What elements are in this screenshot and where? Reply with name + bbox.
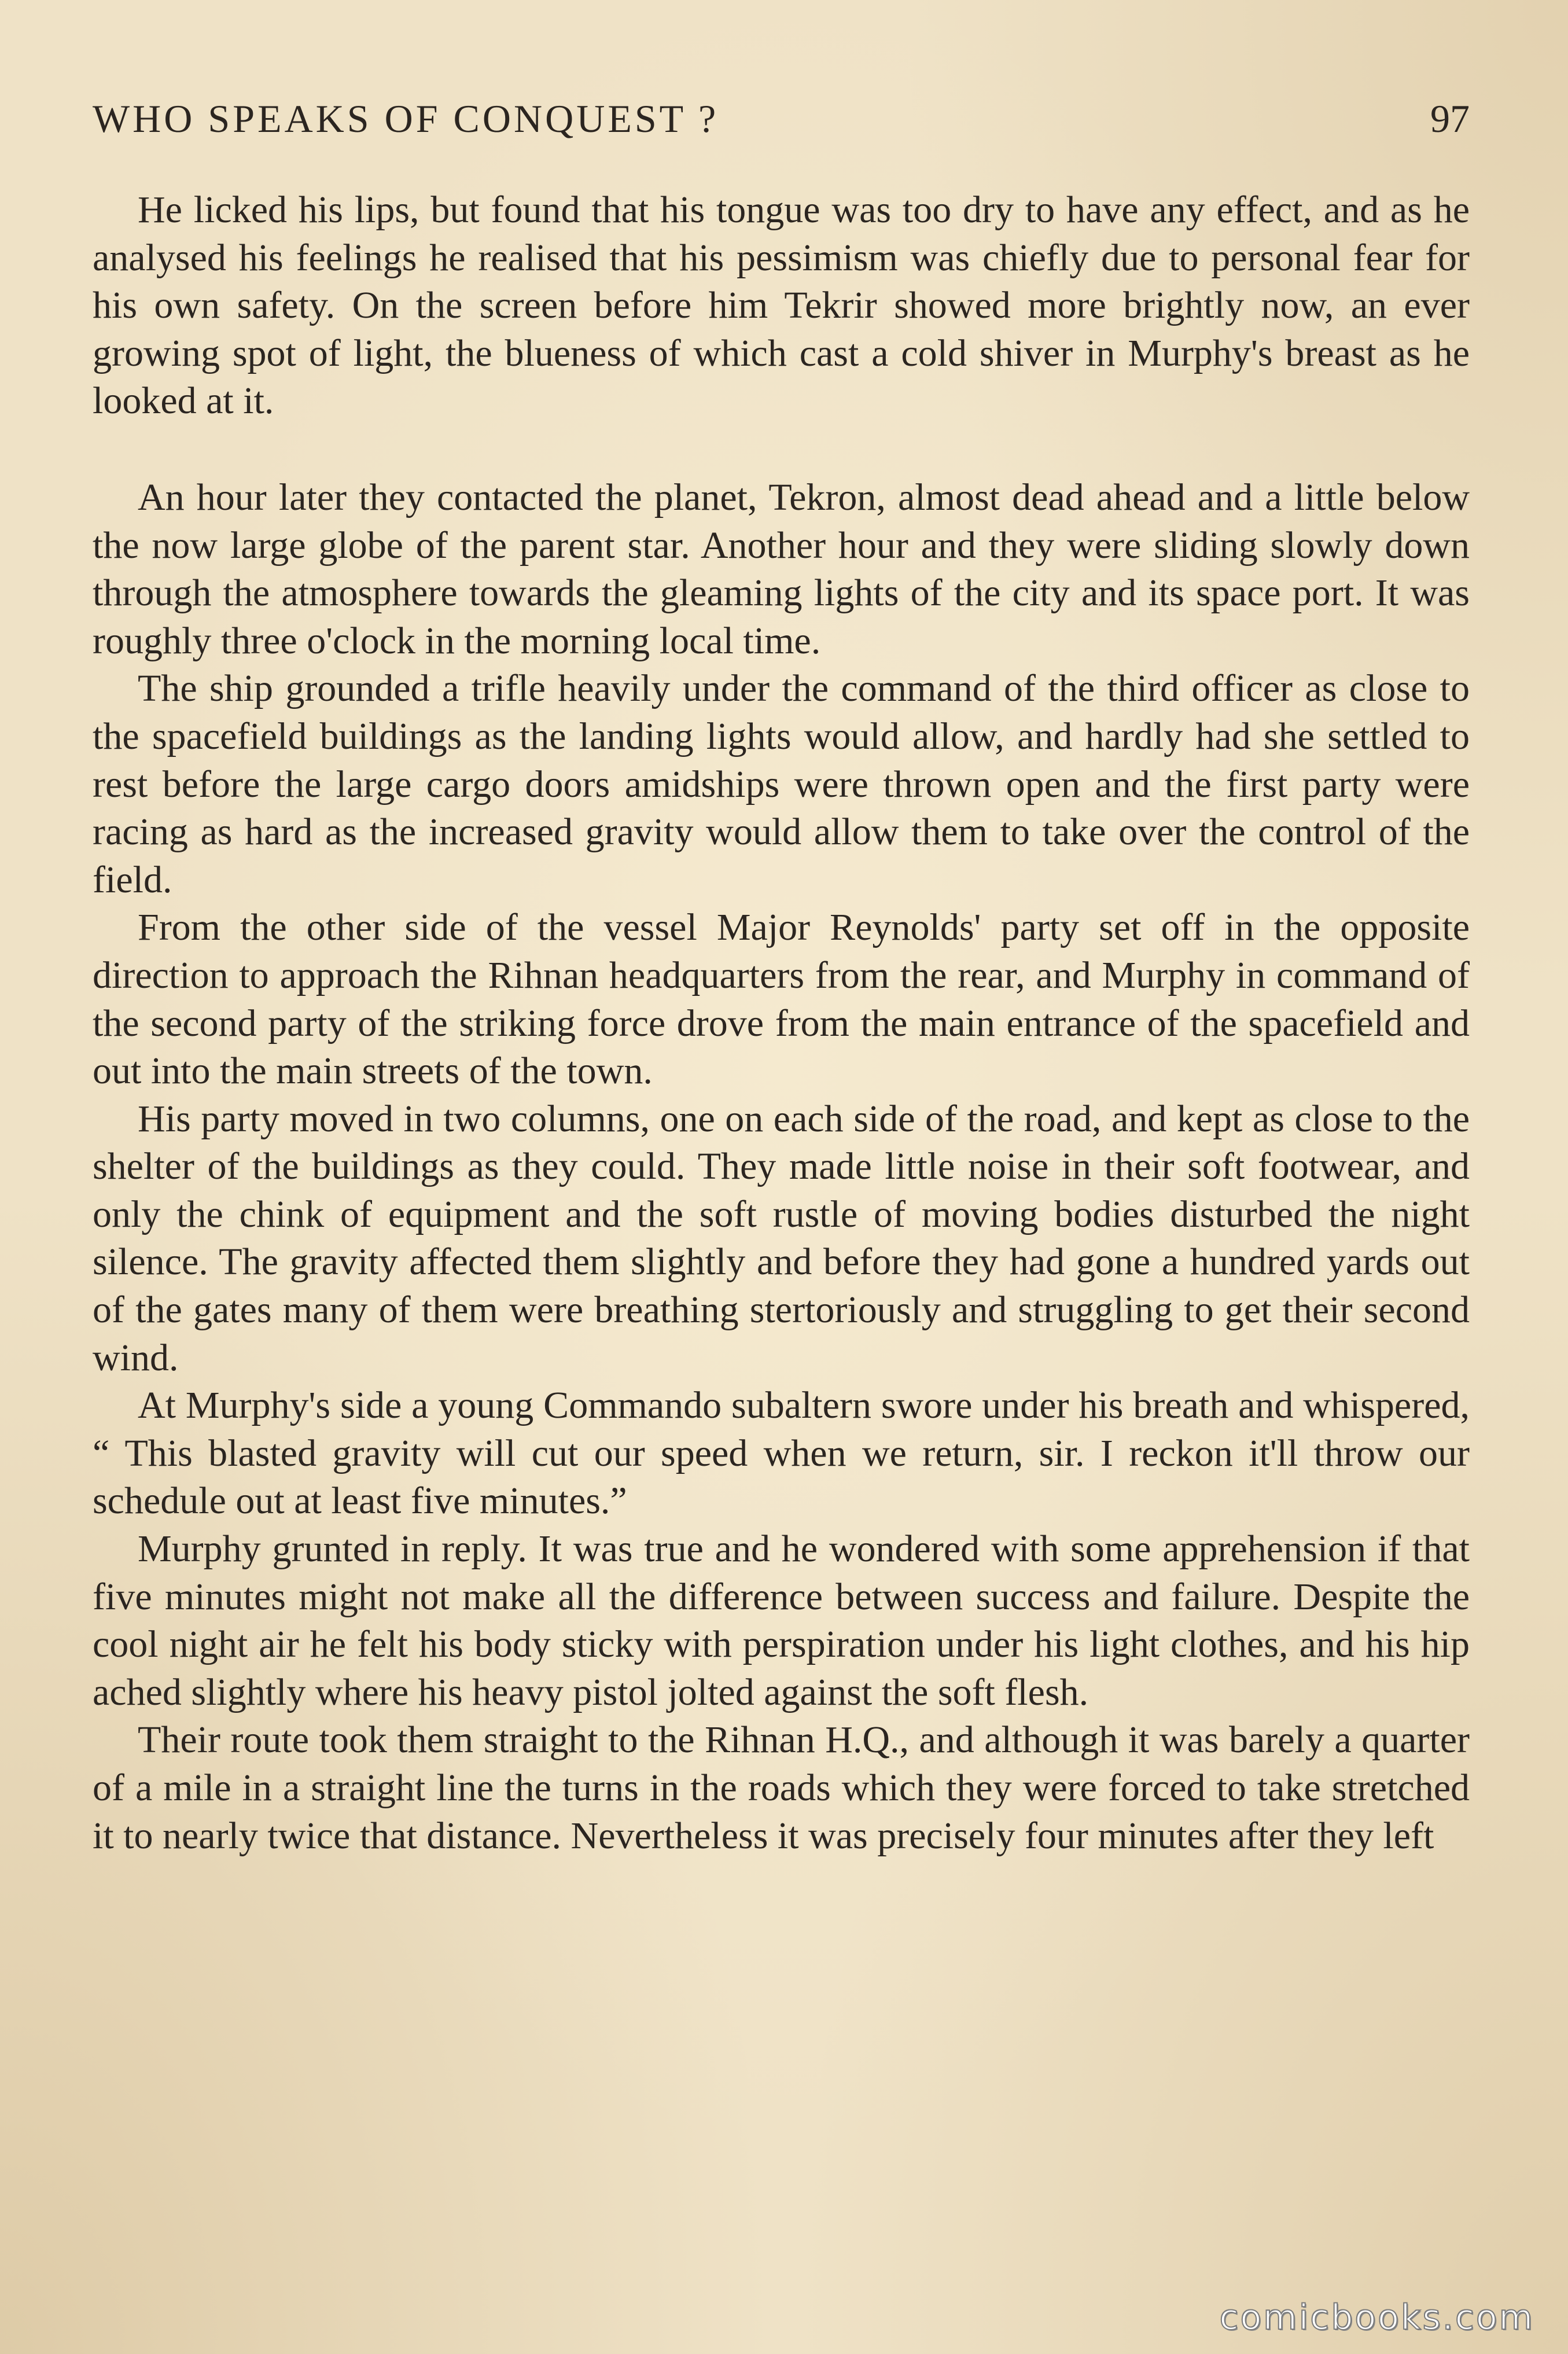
paragraph: Murphy grunted in reply. It was true and he wondered with some apprehension if that five minutes might not make all the difference between success and failure. Despite the cool night air he felt his body sticky with perspiration under his light clothes, and his hip ached slightly where his heavy pistol jolted against the soft flesh.	[93, 1528, 1470, 1713]
running-head	[93, 87, 1470, 150]
paragraph: At Murphy's side a young Commando subaltern swore under his breath and whispered, “ This blasted gravity will cut our speed when we return, sir. I reckon it'll throw our schedule out at least five minutes.”	[93, 1384, 1470, 1522]
body-text	[93, 186, 1470, 1860]
paragraph: From the other side of the vessel Major Reynolds' party set off in the opposite direction to approach the Rihnan headquarters from the rear, and Murphy in command of the second party of the striking force drove from the main entrance of the spacefield and out into the main streets of the town.	[93, 906, 1470, 1093]
chapter-title: WHO SPEAKS OF CONQUEST ?	[93, 97, 719, 141]
paragraph: His party moved in two columns, one on each side of the road, and kept as close to the shelter of the buildings as they could. They made little noise in their soft footwear, and only the chink of equipment and the soft rustle of moving bodies disturbed the night silence. The gravity affected them slightly and before they had gone a hundred yards out of the gates many of them were breathing stertoriously and struggling to get their second wind.	[93, 1097, 1470, 1379]
watermark: comicbooks.com	[1219, 2297, 1534, 2338]
paragraph: He licked his lips, but found that his tongue was too dry to have any effect, and as he analysed his feelings he realised that his pessimism was chiefly due to personal fear for his own safety. On the screen before him Tekrir showed more brightly now, an ever growing spot of light, the blueness of which cast a cold shiver in Murphy's breast as he looked at it.	[93, 189, 1470, 422]
paragraph: The ship grounded a trifle heavily under the command of the third officer as close to the spacefield buildings as the landing lights would allow, and hardly had she settled to rest before the large cargo doors amidships were thrown open and the first party were racing as hard as the increased gravity would allow them to take over the control of the field.	[93, 667, 1470, 901]
paragraph: Their route took them straight to the Rihnan H.Q., and although it was barely a quarter of a mile in a straight line the turns in the roads which they were forced to take stretched it to nearly twice that distance. Nevertheless it was precisely four minutes after they left	[93, 1719, 1470, 1857]
page-number: 97	[1430, 97, 1470, 141]
paragraph: An hour later they contacted the planet, Tekron, almost dead ahead and a little below the now large globe of the parent star. Another hour and they were sliding slowly down through the atmosphere towards the gleaming lights of the city and its space port. It was roughly three o'clock in the morning local time.	[93, 476, 1470, 662]
